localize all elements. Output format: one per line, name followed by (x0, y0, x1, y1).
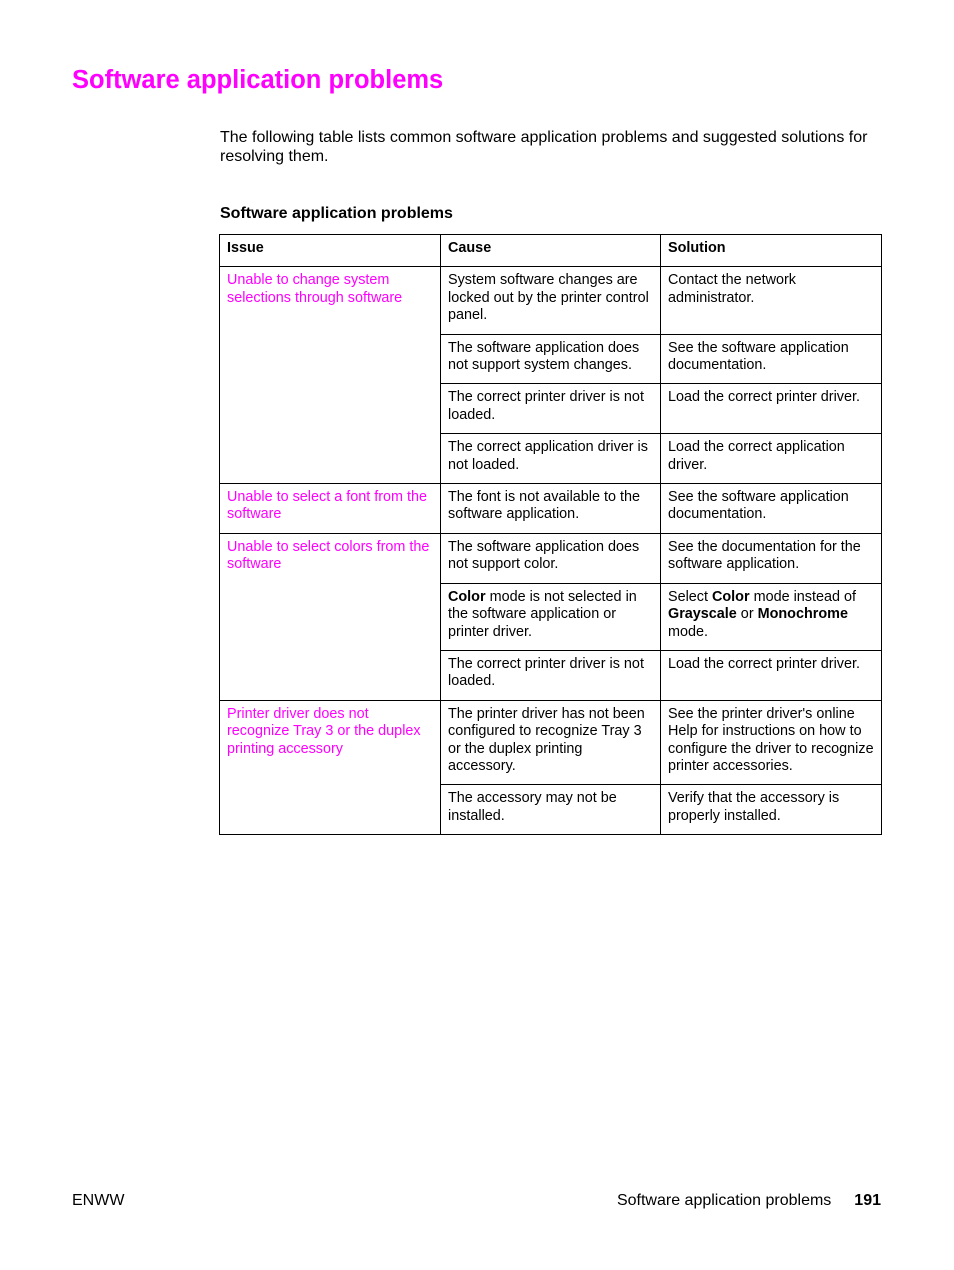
cause-cell: The software application does not support system changes. (441, 334, 661, 384)
bold-term: Color (448, 588, 486, 605)
cause-cell: The correct application driver is not loaded. (441, 434, 661, 484)
cause-cell: The printer driver has not been configured to recognize Tray 3 or the duplex printing accessory. (441, 700, 661, 785)
cell-text: mode is not selected in the software application or printer driver. (448, 588, 637, 640)
cause-cell: The correct printer driver is not loaded. (441, 650, 661, 700)
footer-left-label: ENWW (72, 1192, 125, 1209)
solution-cell: Load the correct printer driver. (661, 384, 882, 434)
cause-cell: The software application does not support color. (441, 533, 661, 583)
cell-text: mode instead of (749, 588, 856, 605)
cell-text: Select (668, 588, 712, 605)
table-caption: Software application problems (220, 204, 453, 222)
issue-cell (220, 483, 441, 533)
solution-cell: See the documentation for the software application. (661, 533, 882, 583)
cell-text: mode. (668, 623, 708, 640)
header-cause: Cause (441, 235, 661, 267)
issue-cell (220, 700, 441, 835)
table-header-row (220, 235, 882, 267)
cause-cell (441, 583, 661, 650)
solution-cell: See the software application documentation. (661, 483, 882, 533)
cause-cell: The accessory may not be installed. (441, 785, 661, 835)
issue-cell (220, 533, 441, 700)
issue-link[interactable]: Printer driver does not recognize Tray 3 or the duplex printing accessory (227, 705, 421, 757)
header-issue: Issue (220, 235, 441, 267)
footer-right (617, 1191, 881, 1211)
bold-term: Monochrome (757, 606, 848, 623)
issue-link[interactable]: Unable to select a font from the software (227, 488, 427, 523)
solution-cell: See the software application documentation. (661, 334, 882, 384)
problems-table (219, 234, 882, 835)
solution-cell: Load the correct printer driver. (661, 650, 882, 700)
issue-link[interactable]: Unable to change system selections through software (227, 272, 403, 306)
cause-cell: The correct printer driver is not loaded. (441, 384, 661, 434)
footer-section-title: Software application problems (616, 1192, 832, 1209)
page-title: Software application problems (72, 66, 444, 94)
solution-cell: Load the correct application driver. (661, 434, 882, 484)
page-number: 191 (854, 1192, 881, 1209)
header-solution: Solution (661, 235, 882, 267)
table-row (220, 533, 882, 583)
table-row (220, 267, 882, 334)
intro-paragraph: The following table lists common software application problems and suggested solutions for resolving them. (220, 128, 868, 165)
bold-term: Grayscale (668, 606, 737, 623)
issue-cell (220, 267, 441, 484)
bold-term: Color (712, 588, 750, 605)
issue-link[interactable]: Unable to select colors from the software (227, 538, 430, 573)
solution-cell: Contact the network administrator. (661, 267, 882, 334)
table-row (220, 483, 882, 533)
solution-cell (661, 583, 882, 650)
cause-cell: The font is not available to the software application. (441, 483, 661, 533)
solution-cell: Verify that the accessory is properly installed. (661, 785, 882, 835)
cell-text: or (736, 606, 758, 623)
cause-cell: System software changes are locked out by the printer control panel. (441, 267, 661, 334)
solution-cell: See the printer driver's online Help for instructions on how to configure the driver to recognize printer accessories. (661, 700, 882, 785)
table-row (220, 700, 882, 785)
